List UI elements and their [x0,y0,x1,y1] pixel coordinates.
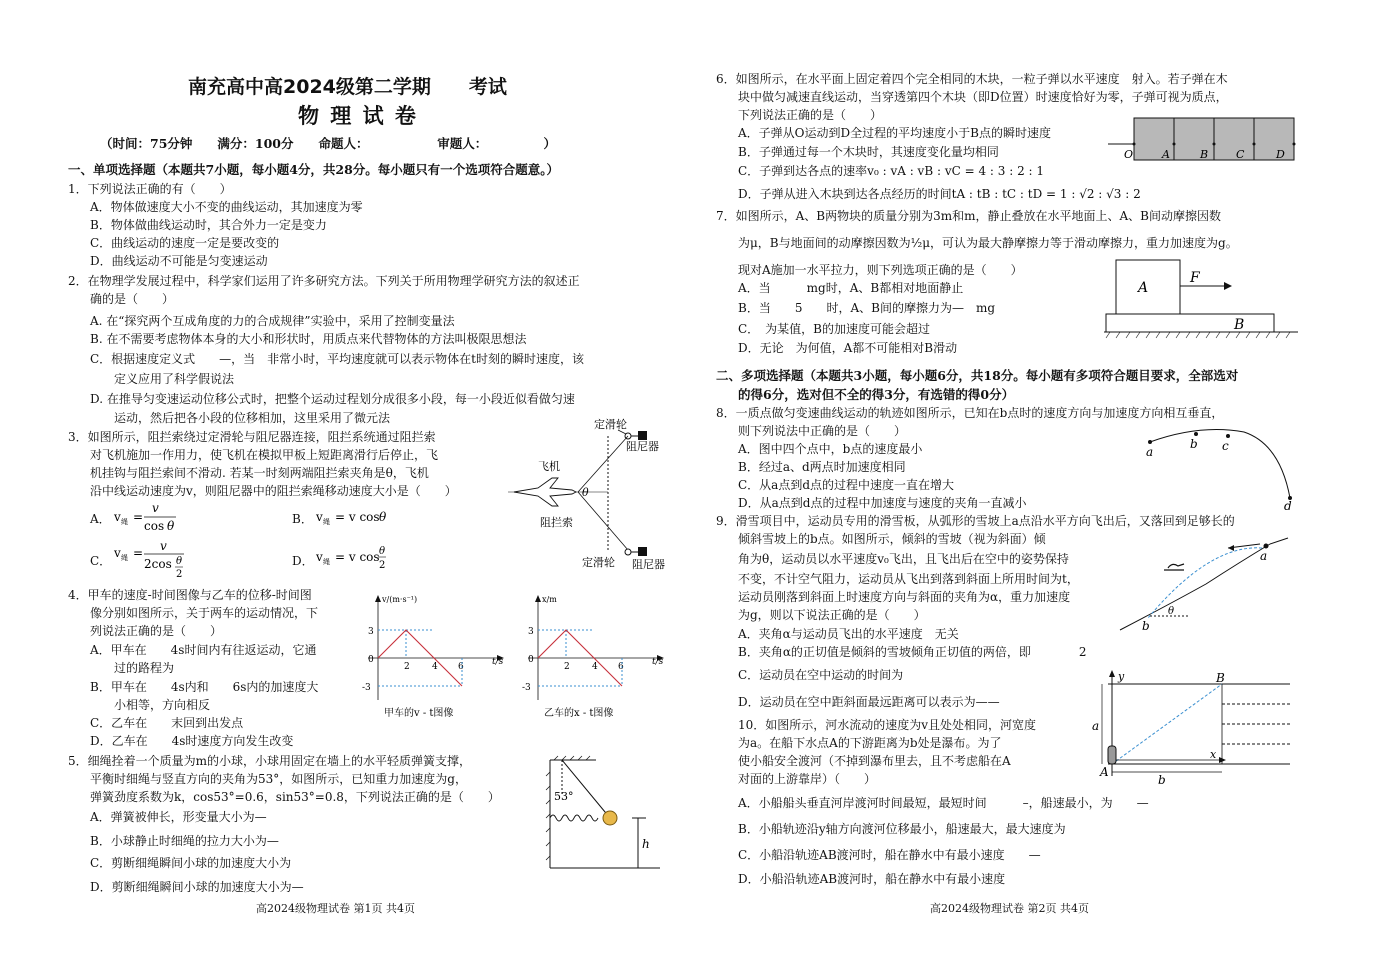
q3-airplane-icon [514,478,576,506]
footer-right: 高2024级物理试卷 第2页 共4页 [930,902,1089,915]
q9-stem-line4: 不变，不计空气阻力，运动员从飞出到落到斜面上所用时间为t， [738,572,1079,586]
exam-subtitle: 物 理 试 卷 [298,104,418,128]
q5-ball-icon [603,811,617,825]
q9-skier-icon [1264,544,1269,549]
q10-fig-x: x [1210,748,1217,761]
q3-damper-top-icon [638,431,647,440]
svg-text:v: v [114,510,121,524]
q4-g1-tick-6: 6 [458,662,464,672]
q4-g2-tick-0: 0 [528,655,534,665]
svg-text:绳: 绳 [121,554,128,562]
svg-text:2: 2 [176,569,183,580]
q3-option-d[interactable] [292,552,314,569]
q6-fig-o: O [1124,148,1134,161]
q4-graph-xt [522,592,672,722]
q4-g1-tick-m3: -3 [362,683,371,693]
q5-stem-line1: 5．细绳拴着一个质量为m的小球，小球用固定在墙上的水平轻质弹簧支撑， [68,754,472,768]
q10-fig-b-point: B [1216,671,1225,685]
q5-fig-angle: 53° [554,790,574,803]
q9-stem-line2: 倾斜雪坡上的b点。如图所示，倾斜的雪坡（视为斜面）倾 [738,532,1046,546]
exam-meta: （时间：75分钟 满分：100分 命题人： 审题人： ） [100,136,556,151]
q10-river-figure [1090,668,1300,786]
q1-option-b[interactable]: B．物体做曲线运动时，其合外力一定是变力 [90,218,327,232]
q3-fig-theta: θ [582,486,589,499]
q7-block-b [1106,314,1274,332]
q6-block-3 [1214,118,1254,160]
q8-stem-line1: 8．一质点做匀变速曲线运动的轨迹如图所示，已知在b点时的速度方向与加速度方向相互垂直， [716,406,1224,420]
q4-g2-tick-6: 6 [618,662,624,672]
q4-g1-tick-2: 2 [404,662,410,672]
q8-trajectory-curve [1150,430,1290,498]
q4-g1-tick-4: 4 [432,662,438,672]
q4-stem-line2: 像分别如图所示，关于两车的运动情况，下 [90,606,319,620]
q7-blocks-figure [1104,256,1300,340]
q10-option-a[interactable]: A．小船船头垂直河岸渡河时间最短，最短时间 –，船速最小，为 — [738,796,1149,810]
q8-option-d[interactable]: D．从a点到d点的过程中加速度与速度的夹角一直减小 [738,496,1027,510]
q6-stem-line2: 块中做匀减速直线运动，当穿透第四个木块（即D位置）时速度恰好为零，子弹可视为质点， [738,90,1228,104]
q9-ski-figure [1110,534,1300,634]
svg-text:= v cos: = v cos [335,550,380,564]
q3-option-b[interactable] [292,510,313,527]
q7-stem-line1: 7．如图所示，A、B两物块的质量分别为3m和m，静止叠放在水平地面上、A、B间动摩擦因数 [716,209,1221,223]
q4-g1-ylabel: v/(m·s⁻¹) [382,595,418,604]
q10-option-c[interactable]: C．小船沿轨迹AB渡河时，船在静水中有最小速度 — [738,848,1041,862]
q6-stem-line3: 下列说法正确的是（ ） [738,108,883,122]
q5-fig-h: h [642,837,650,851]
q5-option-a[interactable]: A．弹簧被伸长，形变量大小为— [90,810,267,824]
q4-option-b[interactable]: B．甲车在 4s内和 6s内的加速度大 [90,680,319,694]
q4-g1-tlabel: t/s [492,657,504,667]
section-2-heading-line2: 的得6分，选对但不全的得3分，有选错的得0分） [738,387,1015,402]
q2-stem-line2: 确的是（ ） [90,292,175,306]
q4-option-d[interactable]: D．乙车在 4s时速度方向发生改变 [90,734,294,748]
q3-stem-line2: 对飞机施加一作用力，使飞机在模拟甲板上短距离滑行后停止，飞 [90,448,439,462]
q1-option-a[interactable]: A．物体做速度大小不变的曲线运动，其加速度为零 [90,200,363,214]
q4-g2-ylabel: x/m [542,595,557,604]
svg-text:v: v [316,510,323,524]
q9-fig-b: b [1142,619,1150,633]
svg-text:θ: θ [167,519,175,533]
svg-text:θ: θ [379,510,387,524]
q6-option-d[interactable]: D．子弹从进入木块到达各点经历的时间tA : tB : tC : tD = 1 : √2 : √3 : 2 [738,187,1141,201]
q9-stem-line5: 运动员刚落到斜面上时速度方向与斜面的夹角为α，重力加速度 [738,590,1071,604]
q8-fig-c: c [1222,439,1229,453]
q3-option-c-label: C． [90,554,112,568]
q8-fig-b: b [1190,437,1198,451]
q9-option-a[interactable]: A．夹角α与运动员飞出的水平速度 无关 [738,627,959,641]
q3-arrester-figure [508,412,668,570]
q3-option-d-formula [316,540,396,580]
q5-option-c[interactable]: C．剪断细绳瞬间小球的加速度大小为 [90,856,292,870]
q3-stem-line4: 沿中线运动速度为v，则阻尼器中的阻拦索绳移动速度大小是（ ） [90,484,457,498]
svg-text:v: v [316,550,323,564]
q9-option-b[interactable]: B．夹角α的正切值是倾斜的雪坡倾角正切值的两倍，即 2 [738,645,1087,659]
q2-option-c-cont: 定义应用了科学假说法 [114,372,235,386]
q6-fig-a: A [1162,148,1170,161]
q4-option-a-cont: 过的路程为 [114,661,175,675]
q5-spring-icon [550,815,598,821]
q4-g2-caption: 乙车的x - t图像 [544,708,614,719]
q10-fig-b-distance: b [1158,773,1166,787]
q10-stem-line3: 使小船安全渡河（不掉到瀑布里去，且不考虑船在A [738,754,1011,768]
q8-stem-line2: 则下列说法中正确的是（ ） [738,424,907,438]
svg-text:v: v [160,539,167,553]
q8-fig-a: a [1146,445,1154,459]
q9-fig-a: a [1260,549,1268,563]
q7-fig-a: A [1138,280,1149,296]
q10-path-ab [1112,684,1222,764]
svg-text:=: = [133,546,144,560]
svg-text:θ: θ [379,546,386,557]
q6-option-c[interactable]: C．子弹到达各点的速率v₀ : vA : vB : vC = 4 : 3 : 2 : 1 [738,164,1045,178]
q10-option-b[interactable]: B．小船轨迹沿y轴方向渡河位移最小，船速最大，最大速度为 [738,822,1066,836]
q9-skier-flying-icon [1164,564,1184,570]
q3-fig-pulley-top: 定滑轮 [594,418,627,431]
q4-option-c[interactable]: C．乙车在 末回到出发点 [90,716,244,730]
q4-graph-vt [362,592,512,722]
q3-option-d-label: D． [292,554,314,568]
q4-g1-caption: 甲车的v - t图像 [384,708,454,719]
svg-text:v: v [114,546,121,560]
q10-fig-a-width: a [1092,719,1100,733]
q6-option-b[interactable]: B．子弹通过每一个木块时，其速度变化量均相同 [738,145,999,159]
q4-stem-line3: 列说法正确的是（ ） [90,624,223,638]
q3-pulley-bottom-icon [625,549,631,555]
q5-option-d[interactable]: D．剪断细绳瞬间小球的加速度大小为— [90,880,304,894]
q3-fig-cable: 阻拦索 [540,516,573,529]
svg-text:v: v [152,501,159,515]
q8-option-a[interactable]: A．图中四个点中，b点的速度最小 [738,442,923,456]
q3-stem-line3: 机挂钩与阻拦索间不滑动. 若某一时刻两端阻拦索夹角是θ，飞机 [90,466,429,480]
q2-option-c[interactable]: C．根据速度定义式 —，当 非常小时，平均速度就可以表示物体在t时刻的瞬时速度，该 [90,352,585,366]
q3-fig-damper-bottom: 阻尼器 [632,558,665,571]
q10-fig-a-point: A [1100,765,1109,779]
q10-option-d[interactable]: D．小船沿轨迹AB渡河时，船在静水中有最小速度 [738,872,1006,886]
q6-fig-c: C [1236,148,1245,161]
q9-fig-theta: θ [1168,606,1175,617]
section-2-heading-line1: 二、多项选择题（本题共3小题，每小题6分，共18分。每小题有多项符合题目要求，全部选对 [716,368,1239,383]
q5-stem-line3: 弹簧劲度系数为k，cos53°=0.6，sin53°=0.8，下列说法正确的是（ ） [90,790,500,804]
q3-option-b-formula [316,500,396,530]
q8-option-c[interactable]: C．从a点到d点的过程中速度一直在增大 [738,478,955,492]
q9-stem-line6: 为g，则以下说法正确的是（ ） [738,608,926,622]
q3-option-b-label: B． [292,512,313,526]
q10-stem-line4: 对面的上游靠岸）（ ） [738,772,877,786]
q8-fig-d: d [1284,499,1292,513]
q7-stem-line3: 现对A施加一水平拉力，则下列选项正确的是（ ） [738,263,1023,277]
q10-stem-line2: 为a。在船下水点A的下游距离为b处是瀑布。为了 [738,736,1002,750]
q2-option-b[interactable]: B. 在不需要考虑物体本身的大小和形状时，用质点来代替物体的方法叫极限思想法 [90,332,527,346]
q3-fig-plane: 飞机 [538,460,560,473]
q4-g2-tick-m3: -3 [522,683,531,693]
q9-option-c[interactable]: C．运动员在空中运动的时间为 [738,668,904,682]
q9-stem-line3: 角为θ，运动员以水平速度v₀飞出，且飞出后在空中的姿势保持 [738,552,1069,566]
q4-g2-tick-3: 3 [528,627,534,637]
q4-g2-tick-4: 4 [592,662,598,672]
q7-option-c[interactable]: C． 为某值，B的加速度可能会超过 [738,322,931,336]
q4-g2-tick-2: 2 [564,662,570,672]
q5-option-b[interactable]: B．小球静止时细绳的拉力大小为— [90,834,279,848]
svg-text:2: 2 [379,560,386,571]
q1-option-c[interactable]: C．曲线运动的速度一定是要改变的 [90,236,280,250]
q2-option-d[interactable]: D. 在推导匀变速运动位移公式时，把整个运动过程划分成很多小段，每一小段近似看做匀速 [90,392,575,406]
q9-flight-path [1148,548,1262,618]
q6-fig-b: B [1200,148,1209,161]
q7-option-d[interactable]: D．无论 为何值，A都不可能相对B滑动 [738,341,958,355]
footer-left: 高2024级物理试卷 第1页 共4页 [256,902,415,915]
q3-option-a[interactable] [90,510,111,527]
q1-option-d[interactable]: D．曲线运动不可能是匀变速运动 [90,254,268,268]
q9-stem-line1: 9．滑雪项目中，运动员专用的滑雪板，从弧形的雪坡上a点沿水平方向飞出后，又落回到足够长的 [716,514,1235,528]
q6-fig-d: D [1276,148,1285,161]
q7-option-a[interactable]: A．当 mg时，A、B都相对地面静止 [738,281,964,295]
q8-trajectory-figure [1140,420,1310,512]
q2-stem-line1: 2．在物理学发展过程中，科学家们运用了许多研究方法。下列关于所用物理学研究方法的叙述正 [68,274,580,288]
q3-option-a-label: A． [90,512,111,526]
q3-damper-bottom-icon [638,547,647,556]
q10-fig-y: y [1118,670,1125,683]
q3-stem-line1: 3．如图所示，阻拦索绕过定滑轮与阻尼器连接，阻拦系统通过阻拦索 [68,430,436,444]
q8-option-b[interactable]: B．经过a、d两点时加速度相同 [738,460,906,474]
q2-option-d-cont: 运动，然后把各小段的位移相加，这里采用了微元法 [114,411,391,425]
svg-text:= v cos: = v cos [335,510,380,524]
q9-option-d[interactable]: D．运动员在空中距斜面最远距离可以表示为—— [738,695,1000,709]
q5-spring-figure [536,756,666,876]
exam-title: 南充高中高2024级第二学期 考试 [188,76,507,98]
q10-boat-icon [1108,746,1116,764]
q7-fig-b: B [1234,317,1245,333]
q3-fig-damper-top: 阻尼器 [626,440,659,453]
q6-blocks-figure [1106,114,1298,168]
svg-text:=: = [133,510,144,524]
q4-stem-line1: 4．甲车的速度-时间图像与乙车的位移-时间图 [68,588,312,602]
q6-block-4 [1254,118,1294,160]
q4-g2-tlabel: t/s [652,657,664,667]
q6-option-a[interactable]: A．子弹从O运动到D全过程的平均速度小于B点的瞬时速度 [738,126,1051,140]
q4-g1-tick-3: 3 [368,627,374,637]
q7-stem-line2: 为μ，B与地面间的动摩擦因数为½μ，可认为最大静摩擦力等于滑动摩擦力，重力加速度为g。 [738,236,1238,250]
svg-text:绳: 绳 [323,518,330,526]
svg-text:2cos: 2cos [144,557,172,571]
q7-fig-f: F [1190,270,1200,286]
q9-slope [1120,544,1270,630]
q2-option-a[interactable]: A. 在“探究两个互成角度的力的合成规律”实验中，采用了控制变量法 [90,314,455,328]
svg-text:θ: θ [176,556,183,567]
q3-fig-pulley-bottom: 定滑轮 [582,556,615,569]
q4-option-b-cont: 小相等，方向相反 [114,698,211,712]
q5-stem-line2: 平衡时细绳与竖直方向的夹角为53°，如图所示，已知重力加速度为g， [90,772,467,786]
q3-option-a-formula [114,500,184,536]
q3-option-c-formula [114,540,194,584]
q6-stem-line1: 6．如图所示，在水平面上固定着四个完全相同的木块，一粒子弹以水平速度 射入。若子弹在木 [716,72,1228,86]
q7-option-b[interactable]: B．当 5 时，A、B间的摩擦力为— mg [738,301,995,315]
svg-text:绳: 绳 [323,558,330,566]
svg-text:cos: cos [144,519,165,533]
q3-option-c[interactable] [90,552,111,569]
q1-stem: 1．下列说法正确的有（ ） [68,182,232,196]
q4-option-a[interactable]: A．甲车在 4s时间内有往返运动，它通 [90,643,317,657]
svg-text:绳: 绳 [121,518,128,526]
section-1-heading: 一、单项选择题（本题共7小题，每小题4分，共28分。每小题只有一个选项符合题意。） [68,162,560,177]
q4-g1-tick-0: 0 [368,655,374,665]
q10-stem-line1: 10．如图所示，河水流动的速度为v且处处相同，河宽度 [738,718,1037,732]
